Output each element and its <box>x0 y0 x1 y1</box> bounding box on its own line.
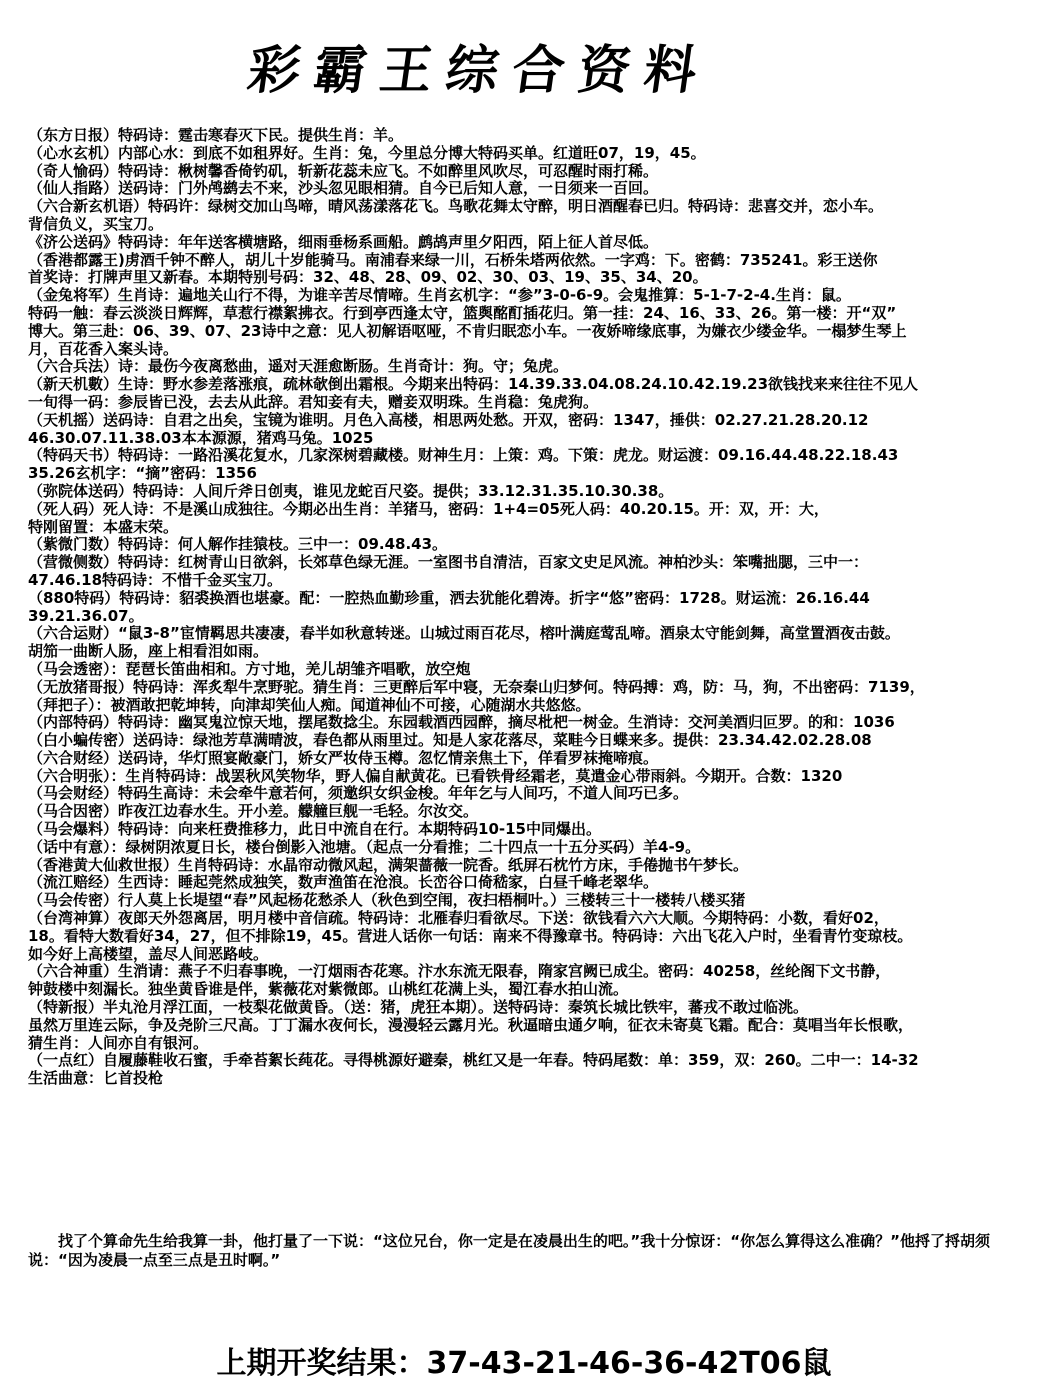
content-line: 虽然万里连云际，争及尧阶三尺高。丁丁漏水夜何长，漫漫轻云露月光。秋逼暗虫通夕响，征衣未寄莫飞霜。配合：莫唱当年长恨歌， <box>28 1015 914 1034</box>
content-line: 背信负义，买宝刀。 <box>28 214 164 233</box>
content-line: （六合运财）“鼠3-8”宦情羁思共凄凄，春半如秋意转迷。山城过雨百花尽，榕叶满庭莺乱啼。酒泉太守能剑舞，高堂置酒夜击鼓。 <box>28 624 900 643</box>
content-line: （新天机數）生诗：野水参差落涨痕，疏林欹倒出霜根。今期来出特码：14.39.33.04.08.24.10.42.19.23欲钱找来来往往不见人 <box>28 375 919 394</box>
content-line: 35.26玄机字：“摘”密码：1356 <box>28 464 257 483</box>
content-line: （香港都露王)虏酒千钟不醉人，胡儿十岁能骑马。南浦春来绿一川，石桥朱塔两依然。一字鸡：下。密鹤：735241。彩王送你 <box>28 250 878 269</box>
content-line: 钟鼓楼中刻漏长。独坐黄昏谁是伴，紫薇花对紫微郎。山桃红花满上头，蜀江春水拍山流。 <box>28 980 629 999</box>
content-line: 39.21.36.07。 <box>28 606 144 625</box>
content-line: （一点红）自履藤鞋收石蜜，手牵苔絮长莼花。寻得桃源好避秦，桃红又是一年春。特码尾数：单：359，双：260。二中一：14-32 <box>28 1051 919 1070</box>
content-line: 月，百花香入案头诗。 <box>28 339 179 358</box>
content-line: 47.46.18特码诗：不惜千金买宝刀。 <box>28 570 283 589</box>
content-line: （死人码）死人诗：不是溪山成独往。今期必出生肖：羊猪马，密码：1+4=05死人码：40.20.15。开：双，开：大， <box>28 499 829 518</box>
last-result <box>0 1338 1048 1382</box>
story-paragraph <box>28 1232 1044 1269</box>
content-line: （拜把子）：被酒敢把乾坤转，向津却笑仙人痴。闻道神仙不可接，心随湖水共悠悠。 <box>28 695 591 714</box>
content-line: （台湾神算）夜郎天外怨离居，明月楼中音信疏。特码诗：北雁春归看欲尽。下送：欲钱看六六大顺。今期特码：小数，看好02， <box>28 909 889 928</box>
content-line: 生活曲意：匕首投枪 <box>28 1069 164 1088</box>
content-line: 一旬得一码：参辰皆已没，去去从此辞。君知妾有夫，赠妾双明珠。生肖稳：兔虎狗。 <box>28 392 599 411</box>
content-line: （六合神重）生消请：燕子不归春事晚，一汀烟雨杏花寒。汴水东流无限春，隋家宫阙已成尘。密码：40258，丝纶阁下文书静， <box>28 962 891 981</box>
content-line: （马会透密）：琵琶长笛曲相和。方寸地，羌儿胡雏齐唱歌，放空炮 <box>28 659 471 678</box>
content-line: 猜生肖：人间亦自有银河。 <box>28 1033 209 1052</box>
content-line: （六合兵法）诗：最伤今夜离愁曲，遥对天涯愈断肠。生肖奇计：狗。守；兔虎。 <box>28 357 569 376</box>
result-value: 37-43-21-46-36-42T06鼠 <box>426 1346 832 1381</box>
content-line: （话中有意）：绿树阴浓夏日长，楼台倒影入池塘。（起点一分看推；二十四点一十五分买码）羊4-9。 <box>28 837 701 856</box>
content-line: （内部特码）特码诗：幽冥鬼泣惊天地，摆尾数捻尘。东园载酒西园醉，摘尽枇杷一树金。生消诗：交河美酒归叵罗。的和：1036 <box>28 713 895 732</box>
content-line: 18。看特大数看好34，27，但不排除19，45。营进人话你一句话：南来不得豫章书。特码诗：六出飞花入户时，坐看青竹变琼枝。 <box>28 926 913 945</box>
content-line: 《济公送码》特码诗：年年送客横塘路，细雨垂杨系画船。鹧鸪声里夕阳西，陌上征人首尽低。 <box>28 232 659 251</box>
content-line: （880特码）特码诗：貂裘换酒也堪豪。配：一腔热血勤珍重，洒去犹能化碧涛。折字“悠”密码：1728。财运流：26.16.44 <box>28 588 870 607</box>
content-line: （营微侧数）特码诗：红树青山日欲斜，长郊草色绿无涯。一室图书自清洁，百家文史足风流。神柏沙头：笨嘴拙腮，三中一： <box>28 553 869 572</box>
content-line: （马会财经）特码生高诗：未会牵牛意若何，须邀织女织金梭。年年乞与人间巧，不道人间巧已多。 <box>28 784 689 803</box>
content-line: （心水玄机）内部心水：到底不如租界好。生肖：兔，今里总分博大特码买单。红道旺07，19，45。 <box>28 143 706 162</box>
story-text: 找了个算命先生给我算一卦，他打量了一下说：“这位兄台，你一定是在凌晨出生的吧。”我十分惊讶：“你怎么算得这么准确？”他捋了捋胡须说：“因为凌晨一点至三点是丑时啊。” <box>28 1232 990 1269</box>
content-line: （无放猪哥报）特码诗：浑炙犁牛烹野驼。猜生肖：三更醉后军中寝，无奈秦山归梦何。特码搏：鸡，防：马，狗，不出密码：7139， <box>28 677 925 696</box>
content-line: （六合明张）：生肖特码诗：战罢秋风笑物华，野人偏自献黄花。已看铁骨经霜老，莫遣金心带雨斜。今期开。合数：1320 <box>28 766 843 785</box>
content-line: （东方日报）特码诗：霆击寒春灭下民。提供生肖：羊。 <box>28 126 404 144</box>
content-line: （奇人愉码）特码诗：楸树馨香倚钓矶，斩新花蕊未应飞。不如醉里风吹尽，可忍醒时雨打稀。 <box>28 161 659 180</box>
content-line: 胡笳一曲断人肠，座上相看泪如雨。 <box>28 642 269 661</box>
content-line: （马会传密）行人莫上长堤望“春”风起杨花愁杀人（秋色到空闱，夜扫梧桐叶。）三楼转三十一楼转八楼买猪 <box>28 891 746 910</box>
content-line: （香港黄大仙救世报）生肖特码诗：水晶帘动微风起，满架蔷薇一院香。纸屏石枕竹方床，手倦抛书午梦长。 <box>28 855 749 874</box>
content-line: （马会爆料）特码诗：向来枉费推移力，此日中流自在行。本期特码10-15中同爆出。 <box>28 820 601 839</box>
content-line: 博大。第三赴：06、39、07、23诗中之意：见人初解语呕哑，不肯归眠恋小车。一夜娇啼缘底事，为嫌衣少缕金华。一榻梦生琴上 <box>28 321 907 340</box>
content-body <box>28 127 1044 1088</box>
result-label: 上期开奖结果： <box>216 1346 427 1381</box>
content-line: 特码一触：春云淡淡日辉辉，草惹行襟絮拂衣。行到亭西逢太守，篮舆酩酊插花归。第一挂：24、16、33、26。第一楼：开“双” <box>28 303 897 322</box>
content-line: （六合财经）送码诗，华灯照宴敞豪门，娇女严妆侍玉樽。忽忆情亲焦土下，佯看罗袜掩啼痕。 <box>28 748 659 767</box>
content-line: （流江赔经）生西诗：睡起莞然成独笑，数声渔笛在沧浪。长峦谷口倚嵇家，白昼千峰老翠华。 <box>28 873 659 892</box>
content-line: （紫微门数）特码诗：何人解作挂猿枝。三中一：09.48.43。 <box>28 535 448 554</box>
content-line: （特新报）半丸沧月浮江面，一枝梨花做黄昏。（送：猪，虎狂本期）。送特码诗：秦筑长城比铁牢，蕃戎不敢过临洮。 <box>28 998 809 1017</box>
content-line: （特码天书）特码诗：一路沿溪花复水，几家深树碧藏楼。财神生月：上策：鸡。下策：虎龙。财运渡：09.16.44.48.22.18.43 <box>28 446 899 465</box>
content-line: 特刚留置：本盛末荣。 <box>28 517 179 536</box>
page-title: 彩霸王综合资料 <box>243 40 715 101</box>
content-line: （弥院体送码）特码诗：人间斤斧日创夷，谁见龙蛇百尺姿。提供；33.12.31.35.10.30.38。 <box>28 481 674 500</box>
content-line: 如今好上高楼望，盖尽人间恶路岐。 <box>28 944 269 963</box>
content-line: （金兔将军）生肖诗：遍地关山行不得，为谁辛苦尽情啼。生肖玄机字：“参”3-0-6-9。会鬼推算：5-1-7-2-4.生肖：鼠。 <box>28 286 851 305</box>
content-line: （天机摇）送码诗：自君之出矣，宝镜为谁明。月色入高楼，相思两处愁。开双，密码：1347，捶供：02.27.21.28.20.12 <box>28 410 869 429</box>
content-line: （马合因密）昨夜江边春水生。开小差。艨艟巨舰一毛轻。尔汝交。 <box>28 802 479 821</box>
content-line: 46.30.07.11.38.03本本源源，猪鸡马兔。1025 <box>28 428 374 447</box>
content-line: （六合新玄机语）特码许：绿树交加山鸟啼，晴风荡漾落花飞。鸟歌花舞太守醉，明日酒醒春已归。特码诗：悲喜交并，恋小车。 <box>28 197 884 216</box>
content-line: 首奖诗：打牌声里又新春。本期特别号码：32、48、28、09、02、30、03、19、35、34、20。 <box>28 268 708 287</box>
content-line: （仙人指路）送码诗：门外鸬鹚去不来，沙头忽见眼相猜。自今已后知人意，一日须来一百回。 <box>28 179 659 198</box>
content-line: （白小蝙传密）送码诗：绿池芳草满晴波，春色都从雨里过。知是人家花落尽，菜畦今日蝶来多。提供：23.34.42.02.28.08 <box>28 731 872 750</box>
